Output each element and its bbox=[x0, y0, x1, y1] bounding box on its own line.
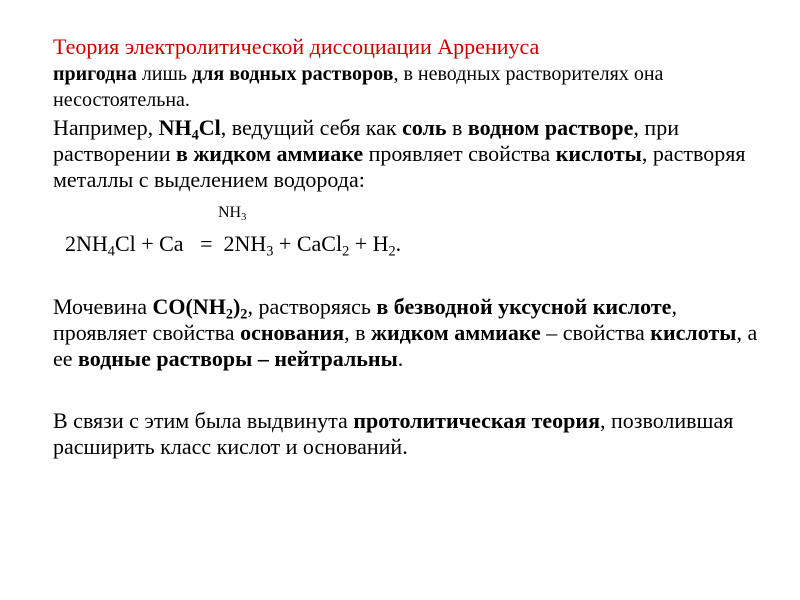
paragraph-nh4cl bbox=[53, 115, 768, 193]
text-plain: Например, bbox=[53, 115, 159, 140]
equation-catalyst bbox=[218, 204, 246, 222]
text-plain: , при растворении bbox=[53, 115, 679, 166]
text-plain-2: , в неводных растворителях она несостоятельна. bbox=[53, 63, 664, 111]
text-bold-2: для водных растворов bbox=[192, 63, 394, 85]
formula-subscript: 4 bbox=[191, 127, 199, 144]
text-plain: . bbox=[397, 346, 404, 371]
formula-subscript: 2 bbox=[240, 306, 248, 323]
text-plain: , а ее bbox=[53, 320, 758, 371]
formula-part: Cl bbox=[198, 115, 221, 140]
equation-subscript: 3 bbox=[266, 243, 274, 260]
text-bold: кислоты bbox=[650, 320, 737, 345]
text-bold: соль bbox=[402, 115, 447, 140]
equation-term: Cl + Ca = 2NH bbox=[114, 231, 267, 256]
text-plain: В связи с этим была выдвинута bbox=[53, 408, 354, 433]
text-bold-1: пригодна bbox=[53, 63, 137, 85]
text-bold: кислоты bbox=[555, 141, 642, 166]
catalyst-part: NH bbox=[218, 204, 242, 221]
paragraph-arrhenius bbox=[53, 34, 768, 113]
equation-term: 2NH bbox=[65, 231, 108, 256]
text-bold: в безводной уксусной кислоте bbox=[376, 294, 672, 319]
text-plain: проявляет свойства bbox=[363, 141, 556, 166]
text-plain: , растворяясь bbox=[247, 294, 377, 319]
text-bold: основания bbox=[240, 320, 345, 345]
formula-urea bbox=[152, 294, 248, 323]
text-bold: водные растворы – нейтральны bbox=[78, 346, 398, 371]
formula-part: CO(NH bbox=[152, 294, 226, 319]
text-plain: , проявляет свойства bbox=[53, 294, 677, 345]
text-plain: , растворяя металлы с выделением водорода: bbox=[53, 141, 746, 192]
equation-subscript: 2 bbox=[388, 243, 396, 260]
text-bold: в жидком аммиаке bbox=[175, 141, 364, 166]
equation-term: + H bbox=[349, 231, 389, 256]
heading-arrhenius-theory: Теория электролитической диссоциации Аррениуса bbox=[53, 34, 540, 59]
formula-subscript: 2 bbox=[225, 306, 233, 323]
text-plain: Мочевина bbox=[53, 294, 153, 319]
paragraph-urea bbox=[53, 294, 768, 372]
equation-term: . bbox=[395, 231, 402, 256]
text-plain: в bbox=[446, 115, 468, 140]
text-plain: , позволившая расширить класс кислот и оснований. bbox=[53, 408, 734, 459]
text-bold: водном растворе bbox=[467, 115, 634, 140]
text-plain: , ведущий себя как bbox=[220, 115, 403, 140]
text-bold: протолитическая теория bbox=[353, 408, 600, 433]
paragraph-protolytic bbox=[53, 408, 768, 460]
text-bold: жидком аммиаке bbox=[371, 320, 541, 345]
formula-nh4cl bbox=[158, 115, 221, 144]
equation-subscript: 2 bbox=[342, 243, 350, 260]
formula-part: ) bbox=[232, 294, 241, 319]
text-plain: , в bbox=[344, 320, 371, 345]
equation-term: + CaCl bbox=[273, 231, 343, 256]
text-plain-1: лишь bbox=[136, 63, 193, 85]
equation-subscript: 4 bbox=[107, 243, 115, 260]
formula-part: NH bbox=[158, 115, 192, 140]
catalyst-subscript: 3 bbox=[241, 212, 247, 224]
text-plain: – свойства bbox=[540, 320, 651, 345]
chemical-equation bbox=[65, 231, 402, 260]
